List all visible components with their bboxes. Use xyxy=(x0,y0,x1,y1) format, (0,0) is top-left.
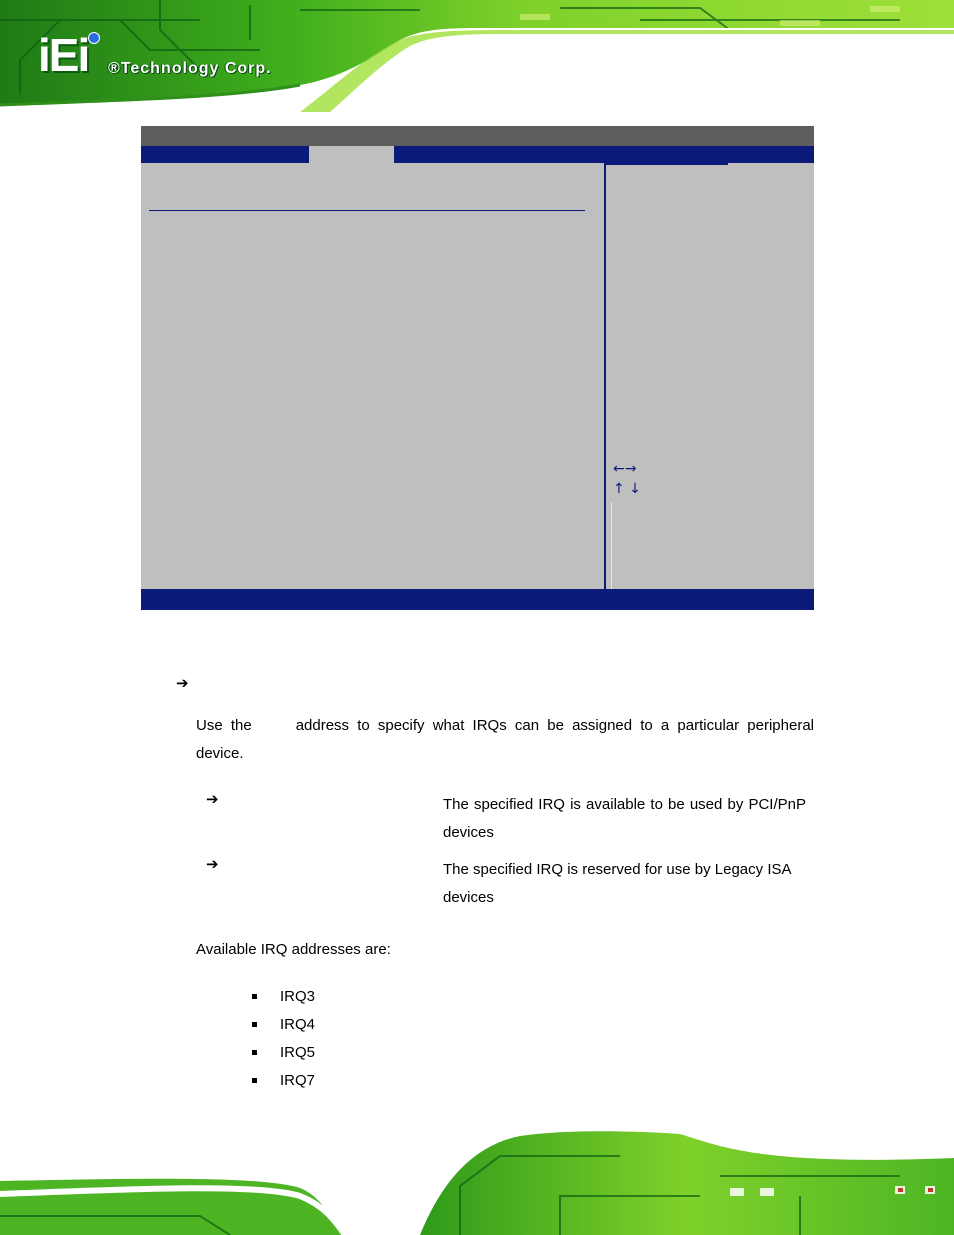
list-item xyxy=(252,983,315,1011)
intro-text-start: Use the xyxy=(196,717,252,734)
logo-dot-icon xyxy=(88,32,100,44)
bios-help-pane xyxy=(611,163,811,589)
bios-menu-bar xyxy=(141,146,814,163)
intro-text-end: address to specify what IRQs can be assigned to a particular peripheral device. xyxy=(196,717,814,762)
bios-active-tab[interactable] xyxy=(309,146,394,163)
available-irq-label: Available IRQ addresses are: xyxy=(196,941,391,958)
irq-label: IRQ7 xyxy=(280,1072,316,1089)
option-arrow-icon: ➔ xyxy=(206,790,219,808)
list-item xyxy=(252,1067,315,1095)
square-bullet-icon xyxy=(252,994,257,999)
section-arrow-icon: ➔ xyxy=(176,674,189,692)
bios-pane-divider xyxy=(604,163,606,589)
company-name: ®Technology Corp. xyxy=(108,60,272,77)
intro-paragraph xyxy=(196,712,814,768)
bios-screen xyxy=(141,126,814,610)
left-right-arrows-icon: ←→ xyxy=(613,461,637,477)
square-bullet-icon xyxy=(252,1078,257,1083)
irq-label: IRQ3 xyxy=(280,988,316,1005)
irq-list xyxy=(252,983,315,1095)
bios-status-bar xyxy=(141,589,814,610)
list-item xyxy=(252,1011,315,1039)
logo-mark: iEi xyxy=(38,29,89,81)
irq-label: IRQ4 xyxy=(280,1016,316,1033)
bios-section-rule xyxy=(149,210,585,211)
circuit-board-decoration xyxy=(0,0,954,112)
option-arrow-icon: ➔ xyxy=(206,855,219,873)
bios-settings-pane xyxy=(149,163,604,589)
up-down-arrows-icon: ↑ ↓ xyxy=(613,481,641,497)
square-bullet-icon xyxy=(252,1050,257,1055)
option-description: The specified IRQ is available to be used by PCI/PnP devices xyxy=(443,796,806,841)
square-bullet-icon xyxy=(252,1022,257,1027)
bios-title-bar xyxy=(141,126,814,146)
circuit-board-decoration xyxy=(0,1126,954,1235)
irq-label: IRQ5 xyxy=(280,1044,316,1061)
header-banner xyxy=(0,0,954,112)
bios-nav-keys xyxy=(613,459,641,499)
list-item xyxy=(252,1039,315,1067)
option-description: The specified IRQ is reserved for use by Legacy ISA devices xyxy=(443,861,791,906)
footer-banner xyxy=(0,1126,954,1235)
